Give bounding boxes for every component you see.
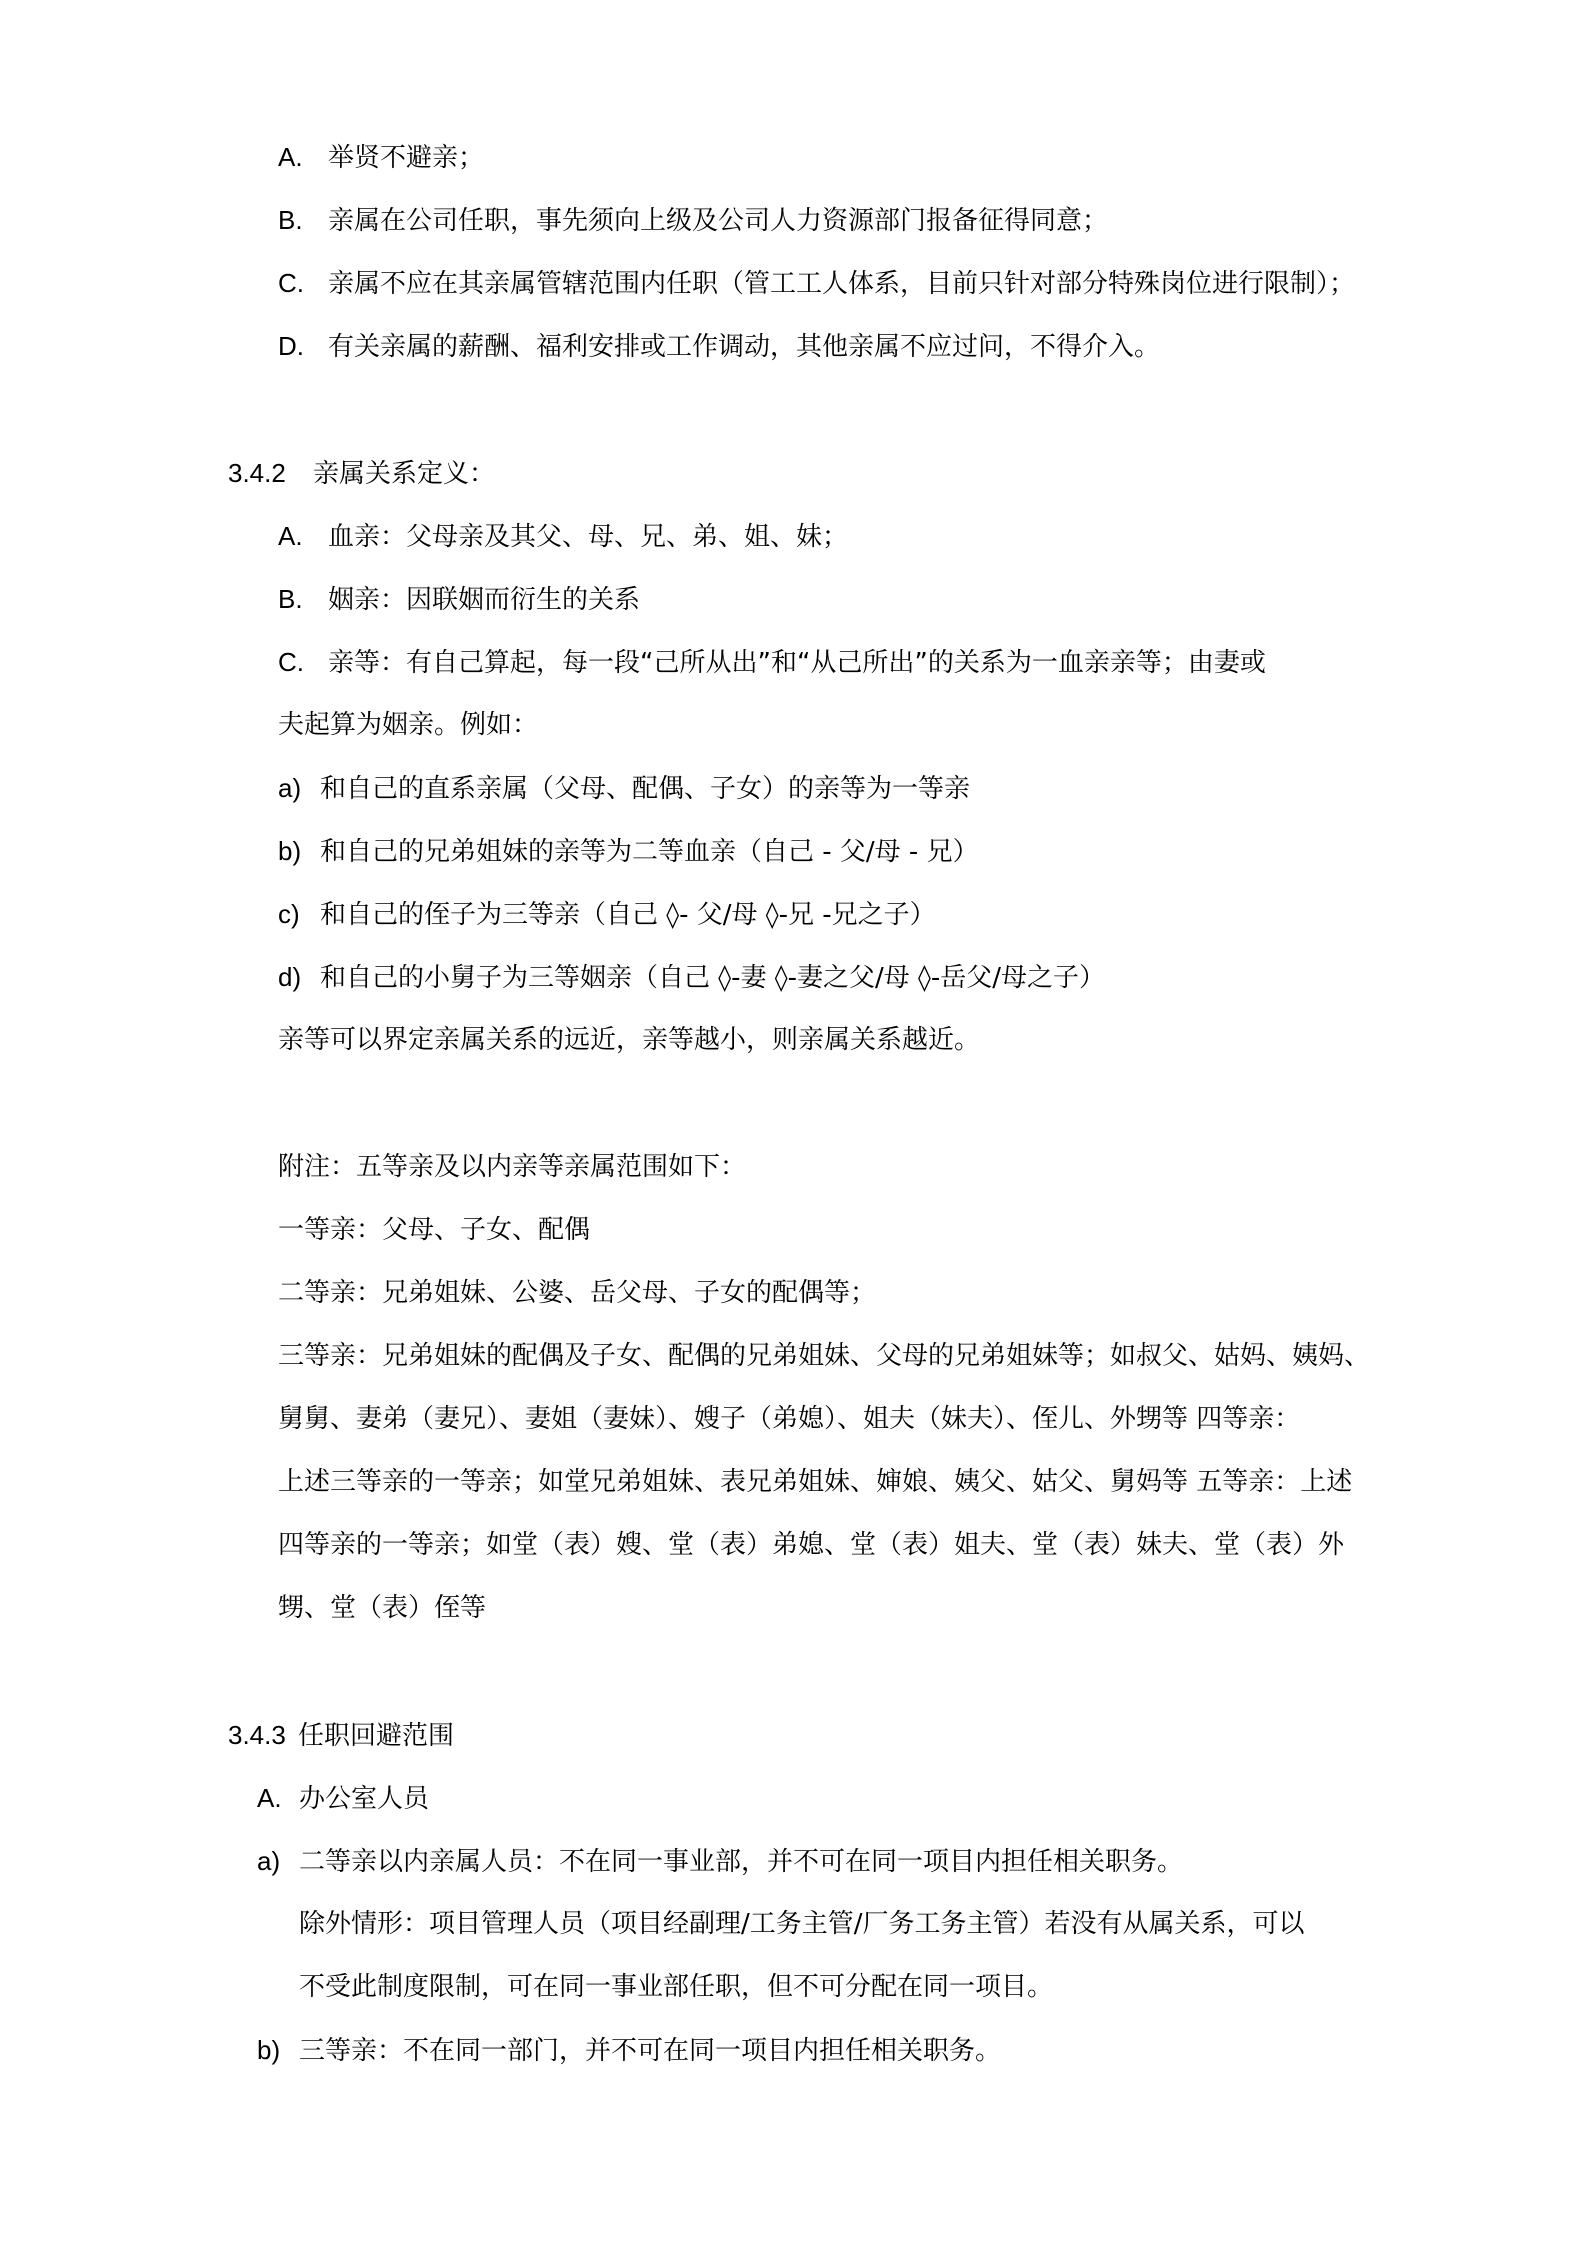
list-text: 和自己的侄子为三等亲（自己 ◊- 父/母 ◊-兄 -兄之子） — [320, 900, 936, 930]
list-item — [257, 1782, 429, 1814]
list-text: 血亲：父母亲及其父、母、兄、弟、姐、妹； — [328, 522, 849, 552]
list-marker: C. — [278, 268, 304, 298]
list-marker: d) — [278, 962, 302, 992]
paragraph-line: 除外情形：项目管理人员（项目经副理/工务主管/厂务工务主管）若没有从属关系，可以 — [299, 1909, 1305, 1939]
note-line: 三等亲：兄弟姐妹的配偶及子女、配偶的兄弟姐妹、父母的兄弟姐妹等；如叔父、姑妈、姨妈、 — [278, 1341, 1371, 1371]
list-marker: b) — [278, 836, 302, 866]
list-item — [278, 330, 1160, 362]
list-marker: D. — [278, 331, 304, 361]
list-text: 办公室人员 — [299, 1784, 430, 1814]
paragraph-line: 夫起算为姻亲。例如： — [278, 710, 539, 740]
section-title: 亲属关系定义： — [313, 459, 496, 489]
list-item — [278, 646, 1266, 678]
paragraph-line: 亲等可以界定亲属关系的远近，亲等越小，则亲属关系越近。 — [278, 1025, 981, 1055]
list-text: 和自己的小舅子为三等姻亲（自己 ◊-妻 ◊-妻之父/母 ◊-岳父/母之子） — [320, 963, 1106, 993]
note-line: 四等亲的一等亲；如堂（表）嫂、堂（表）弟媳、堂（表）姐夫、堂（表）妹夫、堂（表）外 — [278, 1530, 1345, 1560]
list-text: 和自己的直系亲属（父母、配偶、子女）的亲等为一等亲 — [320, 774, 971, 804]
note-line: 上述三等亲的一等亲；如堂兄弟姐妹、表兄弟姐妹、婶娘、姨父、姑父、舅妈等 五等亲：上述 — [278, 1467, 1353, 1497]
list-item — [278, 520, 848, 552]
list-marker: b) — [257, 2035, 281, 2065]
list-marker: c) — [278, 899, 300, 929]
list-item — [278, 267, 1355, 299]
list-text: 二等亲以内亲属人员：不在同一事业部，并不可在同一项目内担任相关职务。 — [299, 1847, 1184, 1877]
list-text: 亲属在公司任职，事先须向上级及公司人力资源部门报备征得同意； — [328, 206, 1109, 236]
list-marker: C. — [278, 647, 304, 677]
section-heading — [228, 1719, 454, 1751]
list-text: 亲等：有自己算起，每一段“己所从出”和“从己所出”的关系为一血亲亲等；由妻或 — [328, 648, 1266, 678]
list-marker: B. — [278, 205, 303, 235]
list-text: 姻亲：因联姻而衍生的关系 — [328, 585, 641, 615]
section-number: 3.4.2 — [228, 458, 286, 488]
list-item — [278, 141, 484, 173]
list-item — [278, 204, 1108, 236]
list-text: 举贤不避亲； — [328, 143, 485, 173]
list-marker: A. — [278, 521, 303, 551]
list-item — [278, 835, 979, 867]
list-text: 有关亲属的薪酬、福利安排或工作调动，其他亲属不应过问，不得介入。 — [328, 332, 1161, 362]
section-number: 3.4.3 — [228, 1720, 286, 1750]
note-line: 甥、堂（表）侄等 — [278, 1593, 487, 1623]
list-item — [278, 583, 640, 615]
list-text: 亲属不应在其亲属管辖范围内任职（管工工人体系，目前只针对部分特殊岗位进行限制）； — [328, 269, 1356, 299]
section-title: 任职回避范围 — [298, 1721, 455, 1751]
note-title: 附注：五等亲及以内亲等亲属范围如下： — [278, 1152, 747, 1182]
list-marker: A. — [278, 142, 303, 172]
paragraph-line: 不受此制度限制，可在同一事业部任职，但不可分配在同一项目。 — [299, 1972, 1054, 2002]
list-text: 和自己的兄弟姐妹的亲等为二等血亲（自己 - 父/母 - 兄） — [320, 837, 979, 867]
list-item — [278, 772, 970, 804]
list-marker: a) — [278, 773, 302, 803]
list-item — [278, 961, 1105, 993]
list-marker: a) — [257, 1846, 281, 1876]
note-line: 舅舅、妻弟（妻兄）、妻姐（妻妹）、嫂子（弟媳）、姐夫（妹夫）、侄儿、外甥等 四等亲： — [278, 1404, 1301, 1434]
section-heading — [228, 457, 495, 489]
list-item — [278, 898, 936, 930]
note-line: 二等亲：兄弟姐妹、公婆、岳父母、子女的配偶等； — [278, 1278, 877, 1308]
list-item — [257, 1845, 1183, 1877]
list-marker: B. — [278, 584, 303, 614]
list-text: 三等亲：不在同一部门，并不可在同一项目内担任相关职务。 — [299, 2036, 1002, 2066]
note-line: 一等亲：父母、子女、配偶 — [278, 1215, 591, 1245]
list-marker: A. — [257, 1783, 282, 1813]
list-item — [257, 2034, 1001, 2066]
